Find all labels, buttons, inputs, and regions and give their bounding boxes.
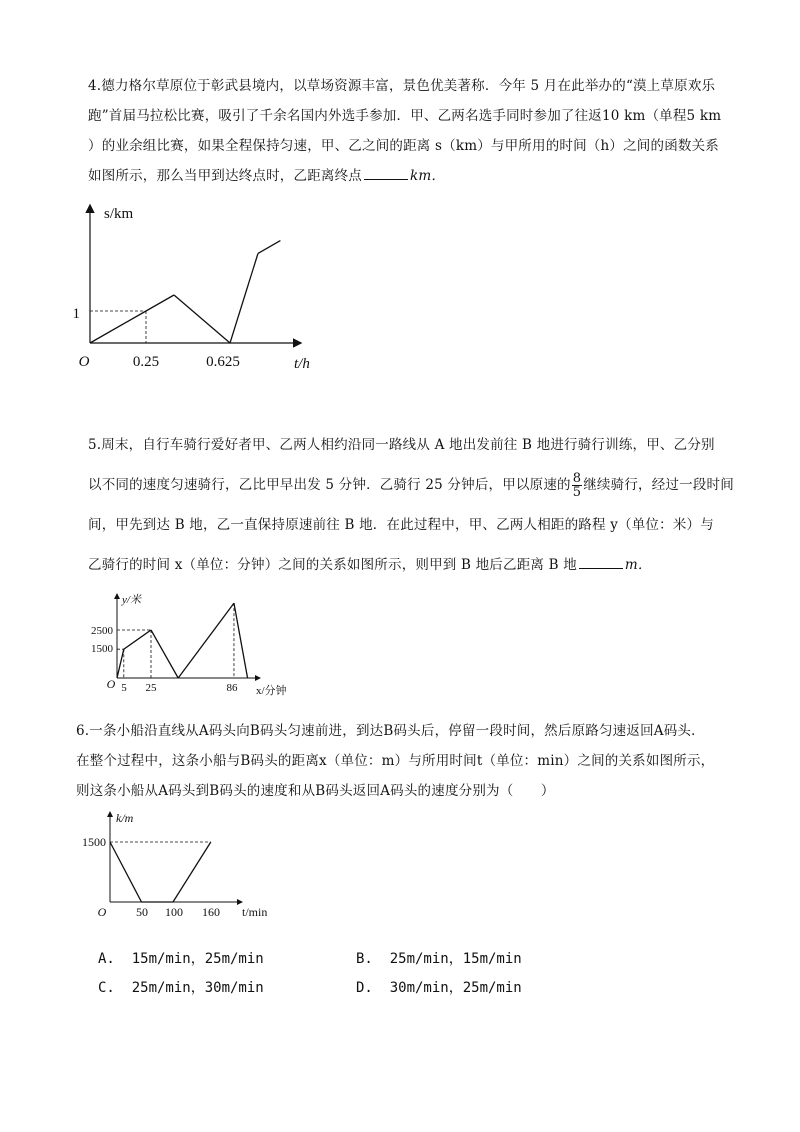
q5-line-segment-2	[124, 630, 151, 649]
q5-tick-y-2500: 2500	[91, 625, 113, 637]
option-d[interactable]	[356, 977, 522, 997]
q6-line-1: 6.一条小船沿直线从A码头向B码头匀速前进，到达B码头后，停留一段时间，然后原路匀速返回A码头．	[76, 723, 705, 739]
q6-tick-x-160: 160	[202, 905, 220, 919]
q6-graph	[70, 808, 300, 918]
q4-line-segment-2	[146, 295, 174, 311]
option-b[interactable]	[356, 948, 522, 968]
q4-origin-label: O	[78, 354, 90, 370]
q4-line-2: 跑”首届马拉松比赛，吸引了千余名国内外选手参加．甲、乙两名选手同时参加了往返10 km（单程5 km	[88, 108, 722, 124]
q6-line-segment-1	[110, 842, 142, 902]
option-a-label: A.	[98, 951, 115, 967]
option-b-label: B.	[356, 951, 373, 967]
q5-line-segment-5	[234, 603, 248, 678]
q4-tick-x-0.25: 0.25	[132, 354, 160, 370]
q6-tick-x-50: 50	[136, 905, 148, 919]
q4-line-segment-5	[258, 241, 280, 254]
option-b-text: 25m/min，15m/min	[389, 951, 522, 967]
q5-line-3: 间，甲先到达 B 地，乙一直保持原速前往 B 地．在此过程中，甲、乙两人相距的路程 y（单位：米）与	[88, 517, 714, 533]
option-d-text: 30m/min，25m/min	[389, 980, 522, 996]
q6-tick-y-1500: 1500	[82, 835, 106, 849]
q5-line-2-post: 继续骑行，经过一段时间	[583, 477, 734, 493]
q4-line-4-text: 如图所示，那么当甲到达终点时，乙距离终点	[88, 168, 362, 184]
q4-answer-blank[interactable]	[364, 165, 408, 180]
q4-x-label: t/h	[294, 356, 310, 372]
option-d-label: D.	[356, 980, 373, 996]
q5-line-4-text: 乙骑行的时间 x（单位：分钟）之间的关系如图所示，则甲到 B 地后乙距离 B 地	[88, 557, 577, 573]
q4-tick-y-1: 1	[72, 306, 80, 322]
q4-y-label: s/km	[104, 206, 134, 222]
q4-line-1: 4.德力格尔草原位于彰武县境内，以草场资源丰富，景色优美著称．今年 5 月在此举办的“漠上草原欢乐	[88, 78, 716, 94]
q5-answer-blank[interactable]	[579, 554, 623, 569]
q5-line-segment-3	[151, 630, 178, 678]
q4-line-segment-3	[174, 295, 230, 343]
question-4	[88, 71, 788, 191]
q5-fraction	[572, 472, 582, 499]
q4-tick-x-0.625: 0.625	[206, 354, 240, 370]
q5-unit: m．	[624, 557, 652, 573]
q5-tick-y-1500: 1500	[91, 643, 113, 655]
q5-tick-x-86: 86	[226, 682, 238, 694]
q5-frac-num: 8	[572, 471, 582, 486]
q6-tick-x-100: 100	[165, 905, 183, 919]
q4-line-4	[88, 161, 788, 191]
option-c-label: C.	[98, 980, 115, 996]
q5-x-label: x/分钟	[256, 685, 287, 697]
q5-line-2-pre: 以不同的速度匀速骑行，乙比甲早出发 5 分钟．乙骑行 25 分钟后，甲以原速的	[88, 477, 571, 493]
q6-x-label: t/min	[242, 905, 268, 919]
q4-line-3: ）的业余组比赛，如果全程保持匀速，甲、乙之间的距离 s（km）与甲所用的时间（h）之间的函数关系	[88, 138, 719, 154]
q5-line-segment-4	[178, 603, 234, 678]
q5-line-4	[88, 545, 788, 585]
q5-graph	[80, 592, 310, 702]
q6-y-label: k/m	[116, 811, 134, 825]
q5-tick-x-5: 5	[121, 682, 127, 694]
q4-line-segment-1	[90, 311, 146, 343]
q5-frac-den: 5	[572, 485, 582, 500]
q6-origin-label: O	[97, 905, 107, 919]
option-c[interactable]	[98, 977, 264, 997]
q5-origin-label: O	[106, 677, 116, 691]
q6-line-2: 在整个过程中，这条小船与B码头的距离x（单位：m）与所用时间t（单位：min）之间的关系如图所示，	[76, 753, 715, 769]
q4-graph	[68, 198, 308, 373]
q5-line-2	[88, 465, 788, 505]
q6-line-3: 则这条小船从A码头到B码头的速度和从B码头返回A码头的速度分别为（ ）	[76, 783, 555, 799]
question-6	[76, 716, 786, 806]
q5-line-segment-1	[117, 649, 124, 678]
option-a[interactable]	[98, 948, 264, 968]
question-5	[88, 425, 788, 585]
q4-unit: km．	[410, 168, 446, 184]
option-a-text: 15m/min，25m/min	[131, 951, 264, 967]
q5-line-1: 5.周末，自行车骑行爱好者甲、乙两人相约沿同一路线从 A 地出发前往 B 地进行骑行训练，甲、乙分别	[88, 437, 715, 453]
q5-y-label: y/米	[122, 594, 141, 606]
option-c-text: 25m/min，30m/min	[131, 980, 264, 996]
q5-tick-x-25: 25	[145, 682, 157, 694]
q6-line-segment-3	[173, 842, 211, 902]
q4-line-segment-4	[230, 253, 258, 343]
